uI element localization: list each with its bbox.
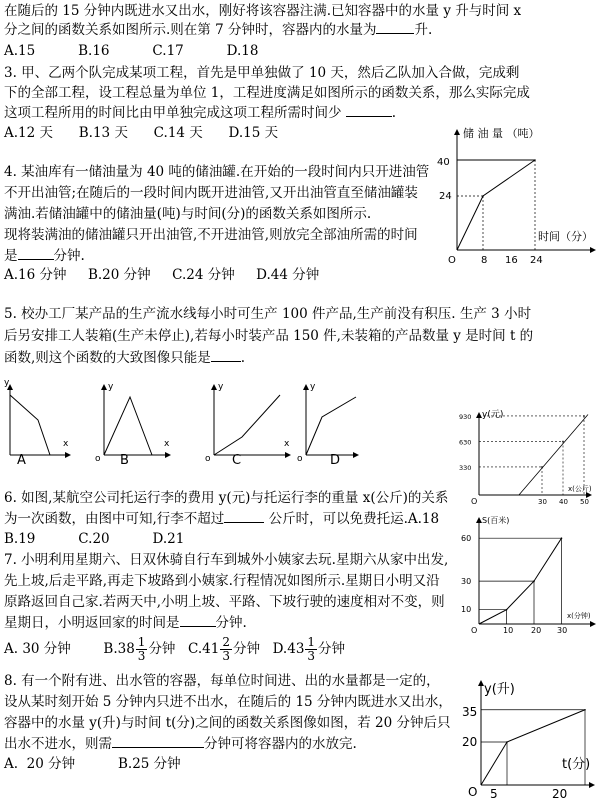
text-seg: 是 [4, 248, 18, 264]
options-line: A.15 B.16 C.17 D.18 [4, 43, 259, 59]
x-tick-label: 24 [530, 255, 543, 266]
tick-label: 30 [538, 498, 547, 506]
question-7-line: 7. 小明利用星期六、日双休骑自行车到城外小姨家去玩.星期六从家中出发, [4, 552, 449, 568]
question-8-line: 设从某时刻开始 5 分钟内只进不出水，在随后的 15 分钟内既进水又出水， [4, 694, 452, 710]
axis-x-label: x [284, 439, 290, 449]
origin-label: o [95, 454, 101, 464]
text-seg: 出水不进水，则需 [4, 736, 112, 752]
options-line: A. 20 分钟 B.25 分钟 [4, 756, 181, 772]
text-seg: 升. [414, 22, 433, 38]
question-7-line [4, 614, 247, 633]
text-seg: 分钟. [53, 248, 85, 264]
options-line: A.16 分钟 B.20 分钟 C.24 分钟 D.44 分钟 [4, 267, 320, 283]
option-graph-a[interactable] [4, 378, 70, 468]
option-text: 分钟 [148, 641, 176, 657]
question-4-line: 不开出油管;在随后的一段时间内既开进油管,又开出油管直至储油罐装 [4, 185, 418, 201]
question-6-line: 6. 如图,某航空公司托运行李的费用 y(元)与托运行李的重量 x(公斤)的关系 [4, 490, 449, 506]
question-8-line [4, 735, 357, 754]
option-a: A. 30 分钟 [4, 641, 71, 657]
graph-line [104, 397, 152, 455]
question-4-line: 4. 某油库有一储油量为 40 吨的储油罐.在开始的一段时间内只开进油管 [4, 164, 430, 180]
answer-blank[interactable] [18, 247, 54, 260]
tick-label: 10 [461, 605, 472, 614]
question-3-line: 下的全部工程，设工程总量为单位 1，工程进度满足如图所示的函数关系，那么实际完成 [4, 85, 530, 101]
option-graph-d[interactable] [297, 382, 358, 468]
question-4-line [4, 247, 85, 266]
answer-blank[interactable] [224, 510, 264, 523]
option-text: B.38 [103, 641, 135, 657]
data-point [541, 466, 543, 468]
axis-x-label: x [164, 439, 170, 449]
fraction [305, 636, 317, 663]
options-line: A.12 天 B.13 天 C.14 天 D.15 天 [4, 125, 279, 141]
data-point [583, 415, 585, 417]
tick-label: 20 [462, 735, 478, 749]
y-tick-label: 24 [439, 191, 452, 202]
text-seg: 星期日，小明返回家的时间是 [4, 615, 180, 631]
numerator: 1 [307, 635, 316, 649]
oil-storage-chart [430, 120, 599, 270]
text-seg: 分钟. [215, 615, 247, 631]
answer-blank[interactable] [346, 104, 392, 117]
text-line [4, 21, 432, 40]
option-d [272, 635, 346, 663]
y-tick-label: 40 [437, 157, 450, 168]
numerator: 1 [137, 635, 146, 649]
option-label: D [330, 453, 341, 468]
series-line [457, 160, 535, 250]
series-line [481, 710, 585, 785]
option-c [188, 635, 260, 663]
x-tick-label: 16 [505, 255, 518, 266]
graph-line [306, 397, 356, 455]
options-line: B.19 C.20 D.21 [4, 531, 185, 547]
question-5-line: 后另安排工人装箱(生产未停止),若每小时装产品 150 件,未装箱的产品数量 y 是时间 t 的 [4, 328, 534, 344]
y-axis-label: y(元) [482, 410, 504, 420]
option-graph-b[interactable] [95, 382, 170, 468]
axis-y-label: y [108, 382, 114, 392]
axis-x-label: x [63, 439, 69, 449]
tick-label: 330 [459, 463, 472, 472]
denominator: 3 [307, 649, 316, 663]
y-axis-label: y(升) [484, 682, 515, 697]
tick-label: 5 [490, 787, 498, 801]
y-axis-label: 储 油 量 （吨） [463, 127, 540, 140]
fraction [136, 636, 148, 663]
question-6-line [4, 510, 439, 529]
origin-label: O [448, 255, 456, 266]
tick-label: 60 [461, 534, 472, 543]
tick-label: 20 [552, 787, 568, 801]
origin-label: O [471, 497, 478, 506]
question-5-line: 5. 校办工厂某产品的生产流水线每小时可生产 100 件产品,生产前没有积压. 生产 3 小时 [4, 306, 532, 322]
option-label: B [120, 453, 129, 468]
option-graphs [0, 375, 360, 470]
answer-blank[interactable] [376, 21, 414, 34]
numerator: 2 [222, 635, 230, 649]
question-5-line [4, 349, 245, 368]
text-seg: 为一次函数，由图中可知,行李不超过 [4, 511, 225, 527]
x-axis-label: t(分) [562, 757, 591, 772]
tick-label: 930 [459, 412, 472, 421]
answer-blank[interactable] [180, 614, 216, 627]
question-3-line: 3. 甲、乙两个队完成某项工程，首先是甲单独做了 10 天，然后乙队加入合做，完成剩 [4, 65, 520, 81]
option-graph-c[interactable] [205, 382, 290, 468]
tick-label: 20 [531, 626, 542, 635]
tick-label: 10 [503, 626, 514, 635]
water-tank-chart [440, 675, 599, 800]
origin-label: o [297, 454, 303, 464]
axis-y-label: y [310, 382, 316, 392]
data-point [562, 441, 564, 443]
denominator: 3 [222, 649, 230, 663]
x-axis-label: x(公斤) [568, 485, 592, 493]
x-tick-label: 8 [481, 255, 488, 266]
origin-label: O [471, 626, 478, 635]
tick-label: 630 [459, 438, 472, 447]
option-label: A [17, 453, 26, 468]
option-label: C [232, 453, 242, 468]
option-text: D.43 [272, 641, 305, 657]
axis-y-label: y [218, 382, 224, 392]
text-seg: 公斤时，可以免费托运.A.18 [268, 511, 440, 527]
option-text: C.41 [188, 641, 220, 657]
axis-y-label: y [4, 378, 10, 388]
text-seg: . [391, 105, 397, 121]
series-line [519, 415, 588, 495]
options-line [4, 633, 345, 665]
text-seg: . [240, 350, 246, 366]
tick-label: 30 [557, 626, 568, 635]
question-7-line: 原路返回自己家.若两天中,小明上坡、平路、下坡行驶的速度相对不变，则 [4, 594, 445, 610]
tick-label: 50 [580, 498, 589, 506]
text-seg: 分钟可将容器内的水放完. [204, 736, 357, 752]
x-axis-label: x(分钟) [567, 612, 591, 620]
tick-label: 30 [461, 577, 472, 586]
answer-blank[interactable] [112, 735, 204, 748]
option-text: 分钟 [233, 641, 260, 657]
text-seg: 分之间的函数关系如图所示.则在第 7 分钟时，容器内的水量为 [4, 22, 377, 38]
tick-label: 35 [462, 705, 478, 719]
denominator: 3 [137, 649, 146, 663]
trip-distance-chart [455, 512, 599, 634]
text-line: 在随后的 15 分钟内既进水又出水，刚好将该容器注满.已知容器中的水量 y 升与时间 x [4, 3, 522, 19]
question-4-line: 现将装满油的储油罐只开出油管,不开进油管,则放完全部油所需的时间 [4, 227, 418, 243]
origin-label: o [205, 454, 211, 464]
x-axis-label: 时间（分） [538, 230, 593, 243]
fraction [220, 636, 232, 663]
text-seg: 这项工程所用的时间比由甲单独完成这项工程所需时间少 [4, 105, 342, 121]
answer-blank[interactable] [211, 349, 241, 362]
y-axis-label: S(百米) [482, 516, 510, 525]
text-seg: 函数,则这个函数的大致图像只能是 [4, 350, 211, 366]
option-text: 分钟 [318, 641, 346, 657]
question-8-line: 容器中的水量 y(升)与时间 t(分)之间的函数关系图像如图，若 20 分钟后只 [4, 715, 451, 731]
tick-label: 40 [559, 498, 568, 506]
origin-label: O [468, 785, 478, 799]
question-7-line: 先上坡,后走平路,再走下坡路到小姨家.行程情况如图所示.星期日小明又沿 [4, 573, 440, 589]
question-3-line [4, 104, 396, 123]
graph-line [214, 395, 280, 455]
option-b [103, 635, 176, 663]
graph-line [10, 395, 50, 455]
question-4-line: 满油.若储油罐中的储油量(吨)与时间(分)的函数关系如图所示. [4, 206, 372, 222]
question-8-line: 8. 有一个附有进、出水管的容器，每单位时间进、出的水量都是一定的， [4, 673, 440, 689]
luggage-fee-chart [455, 405, 599, 505]
